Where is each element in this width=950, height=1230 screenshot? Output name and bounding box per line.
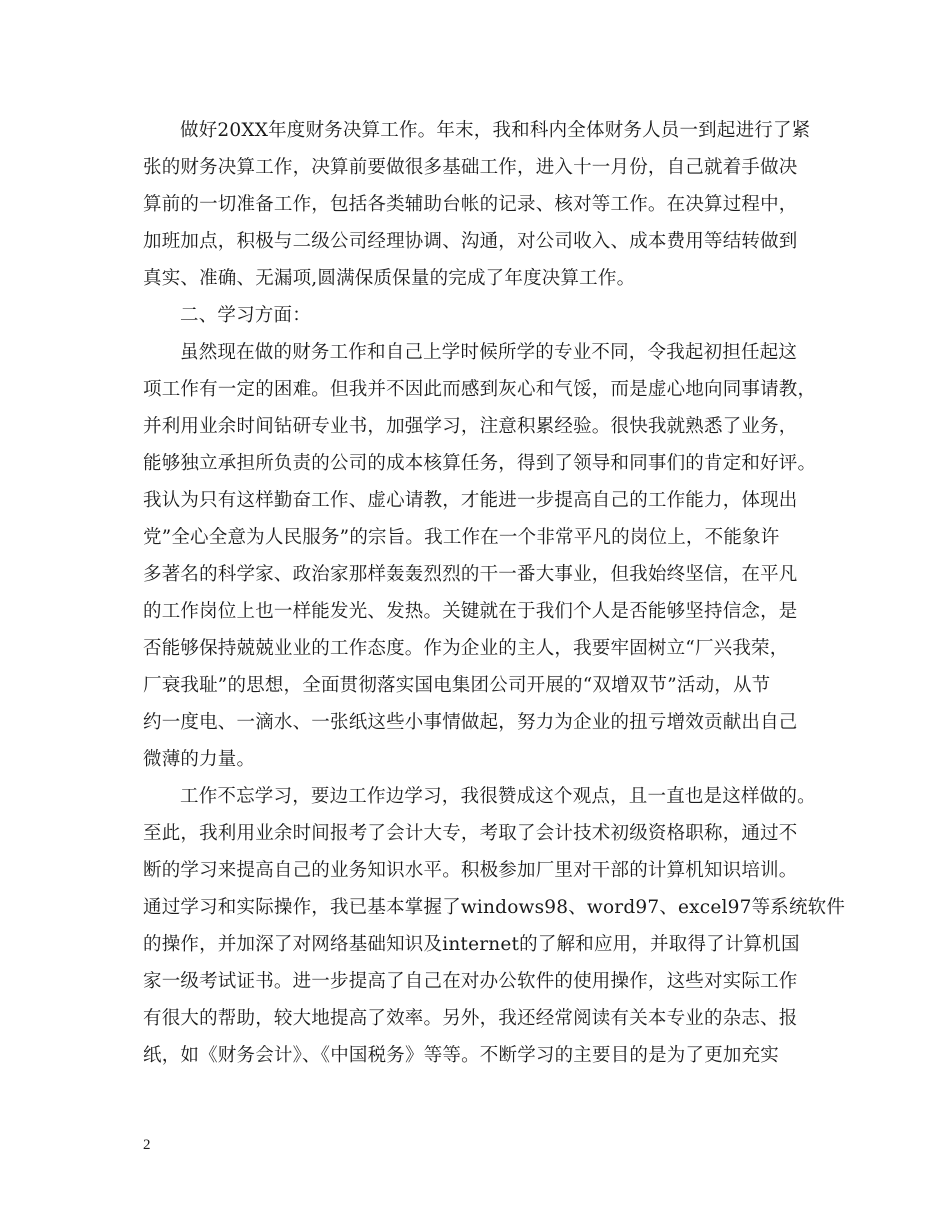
text-line: 能够独立承担所负责的公司的成本核算任务，得到了领导和同事们的肯定和好评。: [143, 453, 817, 474]
text-line: 虽然现在做的财务工作和自己上学时候所学的专业不同，令我起初担任起这: [180, 342, 798, 363]
text-line: 有很大的帮助，较大地提高了效率。另外，我还经常阅读有关本专业的杂志、报: [143, 1008, 798, 1029]
text-line: 约一度电、一滴水、一张纸这些小事情做起，努力为企业的扭亏增效贡献出自己: [143, 712, 798, 733]
section-heading: 二、学习方面：: [180, 305, 311, 326]
text-line: 项工作有一定的困难。但我并不因此而感到灰心和气馁，而是虚心地向同事请教，: [143, 379, 817, 400]
text-line: 我认为只有这样勤奋工作、虚心请教，才能进一步提高自己的工作能力，体现出: [143, 490, 798, 511]
text-line: 工作不忘学习，要边工作边学习，我很赞成这个观点，且一直也是这样做的。: [180, 786, 816, 807]
page-number: 2: [143, 1137, 151, 1153]
text-line: 通过学习和实际操作，我已基本掌握了windows98、word97、excel97等系统软件: [143, 897, 846, 918]
text-line: 真实、准确、无漏项,圆满保质保量的完成了年度决算工作。: [143, 268, 636, 289]
text-line: 厂衰我耻”的思想，全面贯彻落实国电集团公司开展的“双增双节”活动，从节: [143, 675, 771, 696]
text-line: 并利用业余时间钻研专业书，加强学习，注意积累经验。很快我就熟悉了业务，: [143, 416, 798, 437]
text-line: 党”全心全意为人民服务”的宗旨。我工作在一个非常平凡的岗位上，不能象许: [143, 527, 780, 548]
text-line: 做好20XX年度财务决算工作。年末，我和科内全体财务人员一到起进行了紧: [180, 120, 811, 141]
text-line: 算前的一切准备工作，包括各类辅助台帐的记录、核对等工作。在决算过程中，: [143, 194, 798, 215]
text-line: 多著名的科学家、政治家那样轰轰烈烈的干一番大事业，但我始终坚信，在平凡: [143, 564, 798, 585]
text-line: 断的学习来提高自己的业务知识水平。积极参加厂里对干部的计算机知识培训。: [143, 860, 798, 881]
text-line: 的操作，并加深了对网络基础知识及internet的了解和应用，并取得了计算机国: [143, 934, 800, 955]
text-line: 的工作岗位上也一样能发光、发热。关键就在于我们个人是否能够坚持信念，是: [143, 601, 798, 622]
text-line: 至此，我利用业余时间报考了会计大专，考取了会计技术初级资格职称，通过不: [143, 823, 798, 844]
text-line: 加班加点，积极与二级公司经理协调、沟通，对公司收入、成本费用等结转做到: [143, 231, 798, 252]
text-line: 否能够保持兢兢业业的工作态度。作为企业的主人，我要牢固树立“厂兴我荣，: [143, 638, 789, 659]
text-line: 张的财务决算工作，决算前要做很多基础工作，进入十一月份，自己就着手做决: [143, 157, 798, 178]
text-line: 微薄的力量。: [143, 749, 256, 770]
text-line: 纸，如《财务会计》、《中国税务》等等。不断学习的主要目的是为了更加充实: [143, 1045, 780, 1066]
text-line: 家一级考试证书。进一步提高了自己在对办公软件的使用操作，这些对实际工作: [143, 971, 798, 992]
